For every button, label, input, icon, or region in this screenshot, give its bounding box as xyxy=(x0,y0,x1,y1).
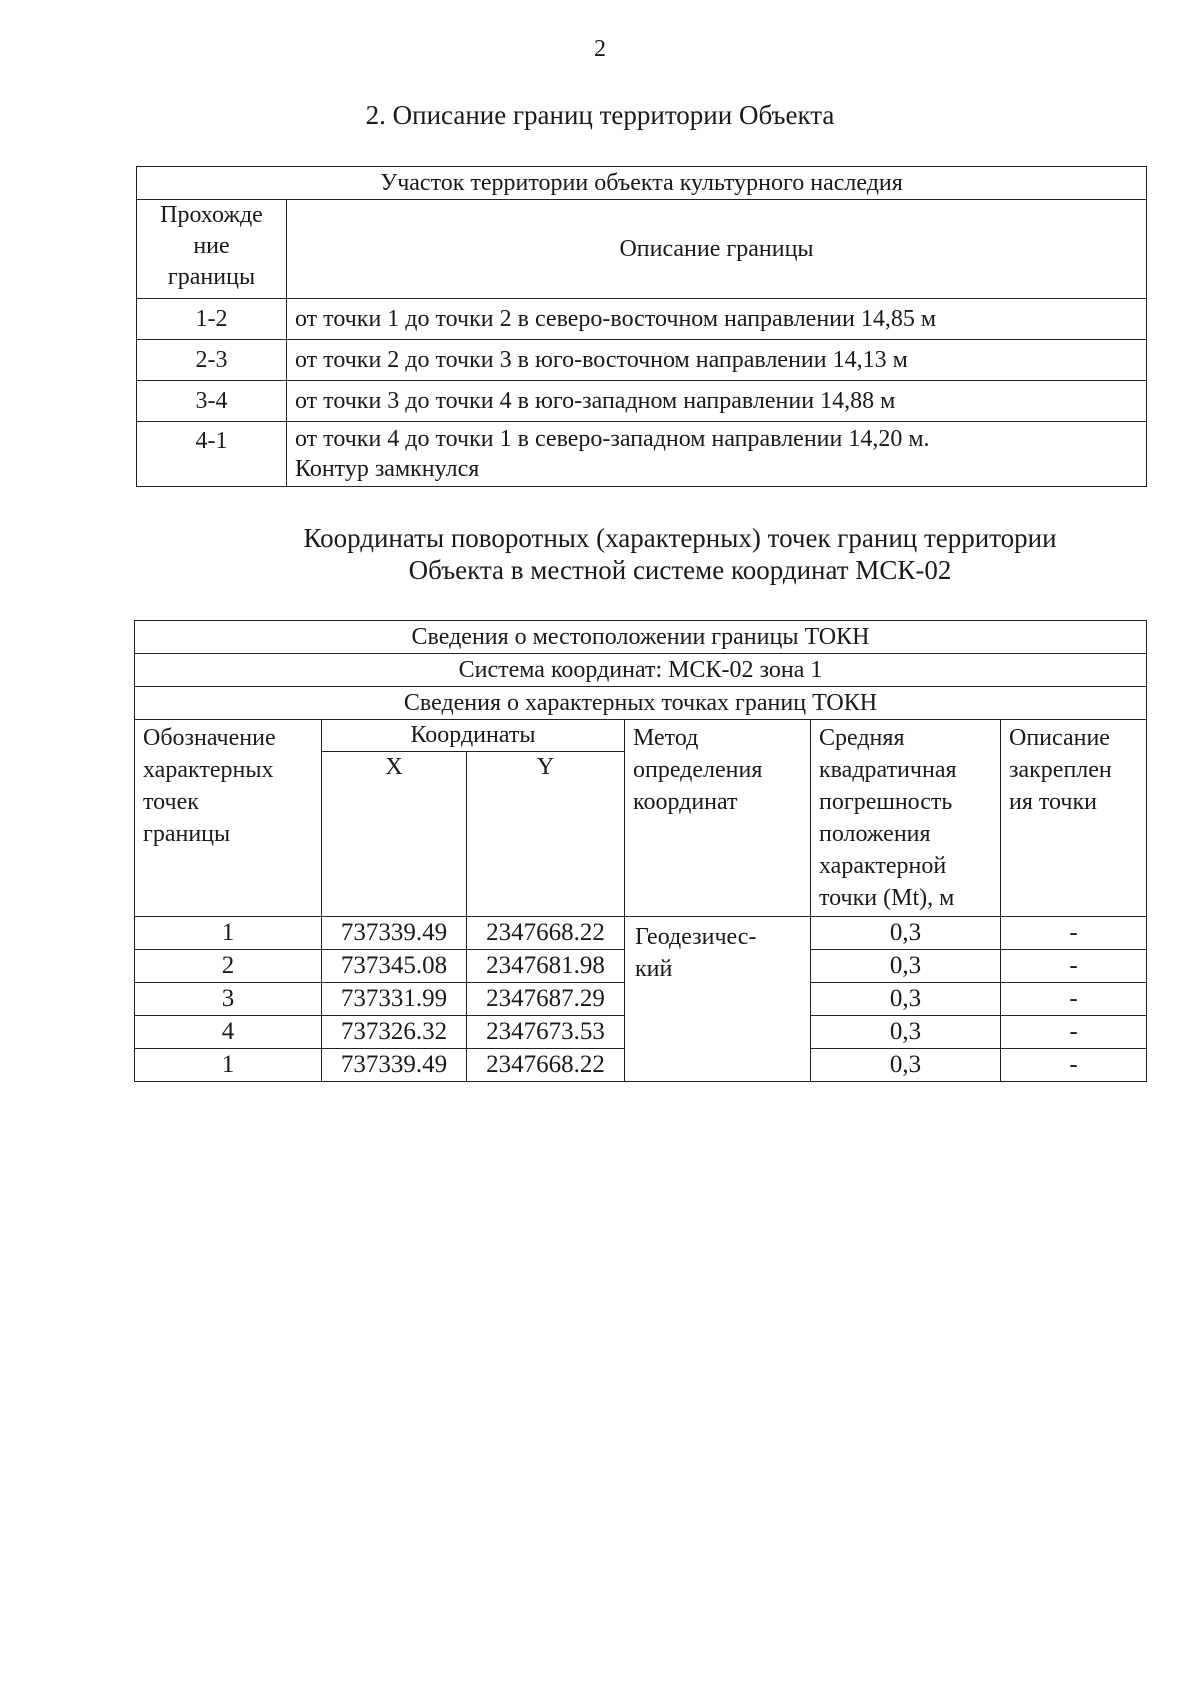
segment-cell: 3-4 xyxy=(137,381,287,422)
coordinates-title xyxy=(270,522,1090,586)
boundary-table-title: Участок территории объекта культурного наследия xyxy=(137,167,1147,200)
y-cell: 2347687.29 xyxy=(467,983,625,1016)
col-header-coordinates: Координаты xyxy=(322,720,625,752)
col-header-error-line: квадратичная xyxy=(819,757,957,783)
points-title: Сведения о характерных точках границ ТОКН xyxy=(135,687,1147,720)
fixing-cell: - xyxy=(1001,917,1147,950)
y-cell: 2347681.98 xyxy=(467,950,625,983)
col-header-point xyxy=(135,720,322,917)
coordinate-system-title: Система координат: МСК-02 зона 1 xyxy=(135,654,1147,687)
error-cell: 0,3 xyxy=(811,950,1001,983)
col-header-error-line: характерной xyxy=(819,853,947,879)
method-line: кий xyxy=(635,956,673,982)
error-cell: 0,3 xyxy=(811,917,1001,950)
x-cell: 737331.99 xyxy=(322,983,467,1016)
col-header-fixing-line: Описание xyxy=(1009,725,1110,751)
error-cell: 0,3 xyxy=(811,1016,1001,1049)
col-header-point-line: границы xyxy=(143,821,231,847)
col-header-passage-line: ние xyxy=(193,233,230,259)
description-line: Контур замкнулся xyxy=(295,456,480,482)
col-header-y: Y xyxy=(467,751,625,916)
error-cell: 0,3 xyxy=(811,983,1001,1016)
description-cell: от точки 1 до точки 2 в северо-восточном направлении 14,85 м xyxy=(287,299,1147,340)
description-cell: от точки 2 до точки 3 в юго-восточном направлении 14,13 м xyxy=(287,340,1147,381)
table-row xyxy=(137,340,1147,381)
col-header-error-line: точки (Mt), м xyxy=(819,885,955,911)
col-header-point-line: Обозначение xyxy=(143,725,276,751)
segment-cell: 2-3 xyxy=(137,340,287,381)
fixing-cell: - xyxy=(1001,1016,1147,1049)
col-header-passage-line: Прохожде xyxy=(160,202,263,228)
description-cell xyxy=(287,422,1147,487)
boundary-description-table xyxy=(136,166,1147,487)
point-cell: 4 xyxy=(135,1016,322,1049)
coordinates-table xyxy=(134,620,1147,1082)
col-header-error-line: положения xyxy=(819,821,931,847)
x-cell: 737339.49 xyxy=(322,917,467,950)
fixing-cell: - xyxy=(1001,1049,1147,1082)
col-header-fixing-line: ия точки xyxy=(1009,789,1098,815)
point-cell: 3 xyxy=(135,983,322,1016)
y-cell: 2347668.22 xyxy=(467,1049,625,1082)
description-cell: от точки 3 до точки 4 в юго-западном направлении 14,88 м xyxy=(287,381,1147,422)
section-title: 2. Описание границ территории Объекта xyxy=(365,100,835,130)
coords-table-title: Сведения о местоположении границы ТОКН xyxy=(135,621,1147,654)
col-header-point-line: точек xyxy=(143,789,199,815)
x-cell: 737345.08 xyxy=(322,950,467,983)
col-header-fixing xyxy=(1001,720,1147,917)
fixing-cell: - xyxy=(1001,950,1147,983)
col-header-point-line: характерных xyxy=(143,757,274,783)
method-line: Геодезичес- xyxy=(635,924,757,950)
method-cell xyxy=(625,917,811,1082)
segment-cell: 4-1 xyxy=(137,422,287,487)
col-header-method-line: координат xyxy=(633,789,738,815)
col-header-passage xyxy=(137,200,287,299)
coordinates-title-line: Координаты поворотных (характерных) точек границ территории xyxy=(303,523,1057,553)
col-header-x: X xyxy=(322,751,467,916)
point-cell: 2 xyxy=(135,950,322,983)
col-header-error xyxy=(811,720,1001,917)
col-header-method xyxy=(625,720,811,917)
y-cell: 2347668.22 xyxy=(467,917,625,950)
point-cell: 1 xyxy=(135,917,322,950)
page-number: 2 xyxy=(594,36,606,62)
col-header-description: Описание границы xyxy=(287,200,1147,299)
segment-cell: 1-2 xyxy=(137,299,287,340)
col-header-error-line: Средняя xyxy=(819,725,905,751)
col-header-error-line: погрешность xyxy=(819,789,953,815)
x-cell: 737326.32 xyxy=(322,1016,467,1049)
col-header-fixing-line: закреплен xyxy=(1009,757,1112,783)
col-header-method-line: Метод xyxy=(633,725,699,751)
x-cell: 737339.49 xyxy=(322,1049,467,1082)
description-line: от точки 4 до точки 1 в северо-западном направлении 14,20 м. xyxy=(295,426,930,452)
coordinates-title-line: Объекта в местной системе координат МСК-02 xyxy=(408,555,952,585)
table-row xyxy=(137,299,1147,340)
table-row xyxy=(137,381,1147,422)
col-header-method-line: определения xyxy=(633,757,763,783)
col-header-passage-line: границы xyxy=(167,264,256,290)
error-cell: 0,3 xyxy=(811,1049,1001,1082)
fixing-cell: - xyxy=(1001,983,1147,1016)
point-cell: 1 xyxy=(135,1049,322,1082)
y-cell: 2347673.53 xyxy=(467,1016,625,1049)
table-row xyxy=(137,422,1147,487)
table-row xyxy=(135,917,1147,950)
